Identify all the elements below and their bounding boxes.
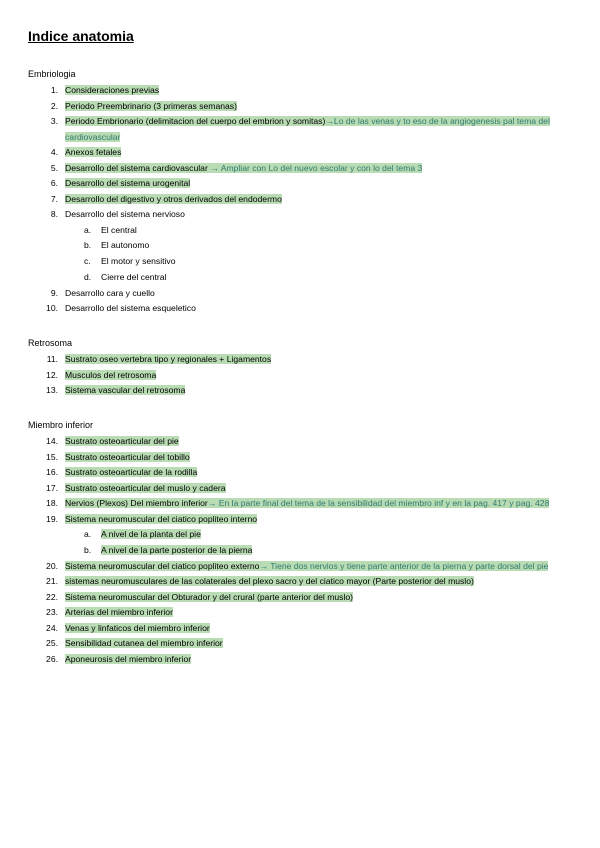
list-item: 26. Aponeurosis del miembro inferior	[46, 653, 192, 664]
list-item: 15. Sustrato osteoarticular del tobillo	[46, 451, 190, 462]
list-item: 24. Venas y linfaticos del miembro inferior	[46, 622, 210, 633]
page-title: Indice anatomia	[28, 28, 134, 44]
list-item: 18. Nervios (Plexos) Del miembro inferior→ En la parte final del tema de la sensibilidad del miembro inf y en la pag. 417 y pag. 428	[46, 498, 550, 508]
list-item: 12. Musculos del retrosoma	[46, 369, 157, 380]
list-item: 25. Sensibilidad cutanea del miembro inferior	[46, 638, 223, 649]
section-list-miembro-inferior	[0, 434, 572, 667]
list-item: 5. Desarrollo del sistema cardiovascular → Ampliar con Lo del nuevo escolar y con lo del tema 3	[50, 162, 423, 173]
list-item: 22. Sistema neuromuscular del Obturador y del crural (parte anterior del muslo)	[46, 591, 354, 602]
list-item: 4. Anexos fetales	[50, 147, 122, 157]
section-list-retrosoma	[0, 352, 500, 399]
list-item: 20. Sistema neuromuscular del ciatico popliteo externo→ Tiene dos nervios y tiene parte anterior de la pierna y parte dorsal del pie	[46, 560, 549, 571]
sub-list-item: a. El central	[84, 224, 137, 235]
list-item: 23. Arterias del miembro inferior	[46, 607, 173, 618]
sub-list-item: a. A nivel de la planta del pie	[84, 529, 201, 539]
list-item: 16. Sustrato osteoarticular de la rodilla	[46, 467, 198, 477]
list-item: 8. Desarrollo del sistema nervioso	[50, 209, 185, 219]
list-item: 17. Sustrato osteoarticular del muslo y cadera	[46, 482, 226, 493]
list-item: 1. Consideraciones previas	[50, 85, 160, 95]
list-item: 14. Sustrato osteoarticular del pie	[46, 436, 179, 446]
list-item: 19. Sistema neuromuscular del ciatico popliteo interno	[46, 513, 258, 524]
sub-list-item: b. A nivel de la parte posterior de la pierna	[84, 544, 253, 555]
list-item: 2. Periodo Preembrinario (3 primeras semanas)	[50, 100, 237, 111]
list-item: 21. sistemas neuromusculares de las colaterales del plexo sacro y del ciatico mayor (Parte posterior del muslo)	[46, 576, 474, 587]
sub-list-item: d. Cierre del central	[84, 271, 167, 282]
list-item: 7. Desarrollo del digestivo y otros derivados del endodermo	[50, 193, 282, 204]
section-title-retrosoma: Retrosoma	[28, 338, 73, 348]
sub-list-item: c. El motor y sensitivo	[84, 256, 176, 267]
section-list-embriologia	[0, 83, 572, 317]
list-item: 13. Sistema vascular del retrosoma	[46, 385, 186, 395]
list-item: 11. Sustrato oseo vertebra tipo y regionales + Ligamentos	[46, 354, 272, 364]
sub-list-item: b. El autonomo	[84, 240, 150, 251]
section-title-embriologia: Embriologia	[28, 69, 76, 79]
list-item: 9. Desarrollo cara y cuello	[50, 287, 155, 298]
list-item: 10. Desarrollo del sistema esqueletico	[46, 303, 196, 314]
section-title-miembro-inferior: Miembro inferior	[28, 420, 94, 430]
list-item: 6. Desarrollo del sistema urogenital	[50, 178, 191, 188]
list-item: 3. Periodo Embrionario (delimitacion del cuerpo del embrion y somitas)→Lo de las venas y to eso de la angiogenesis pal tema del cardiovascular	[50, 116, 550, 142]
